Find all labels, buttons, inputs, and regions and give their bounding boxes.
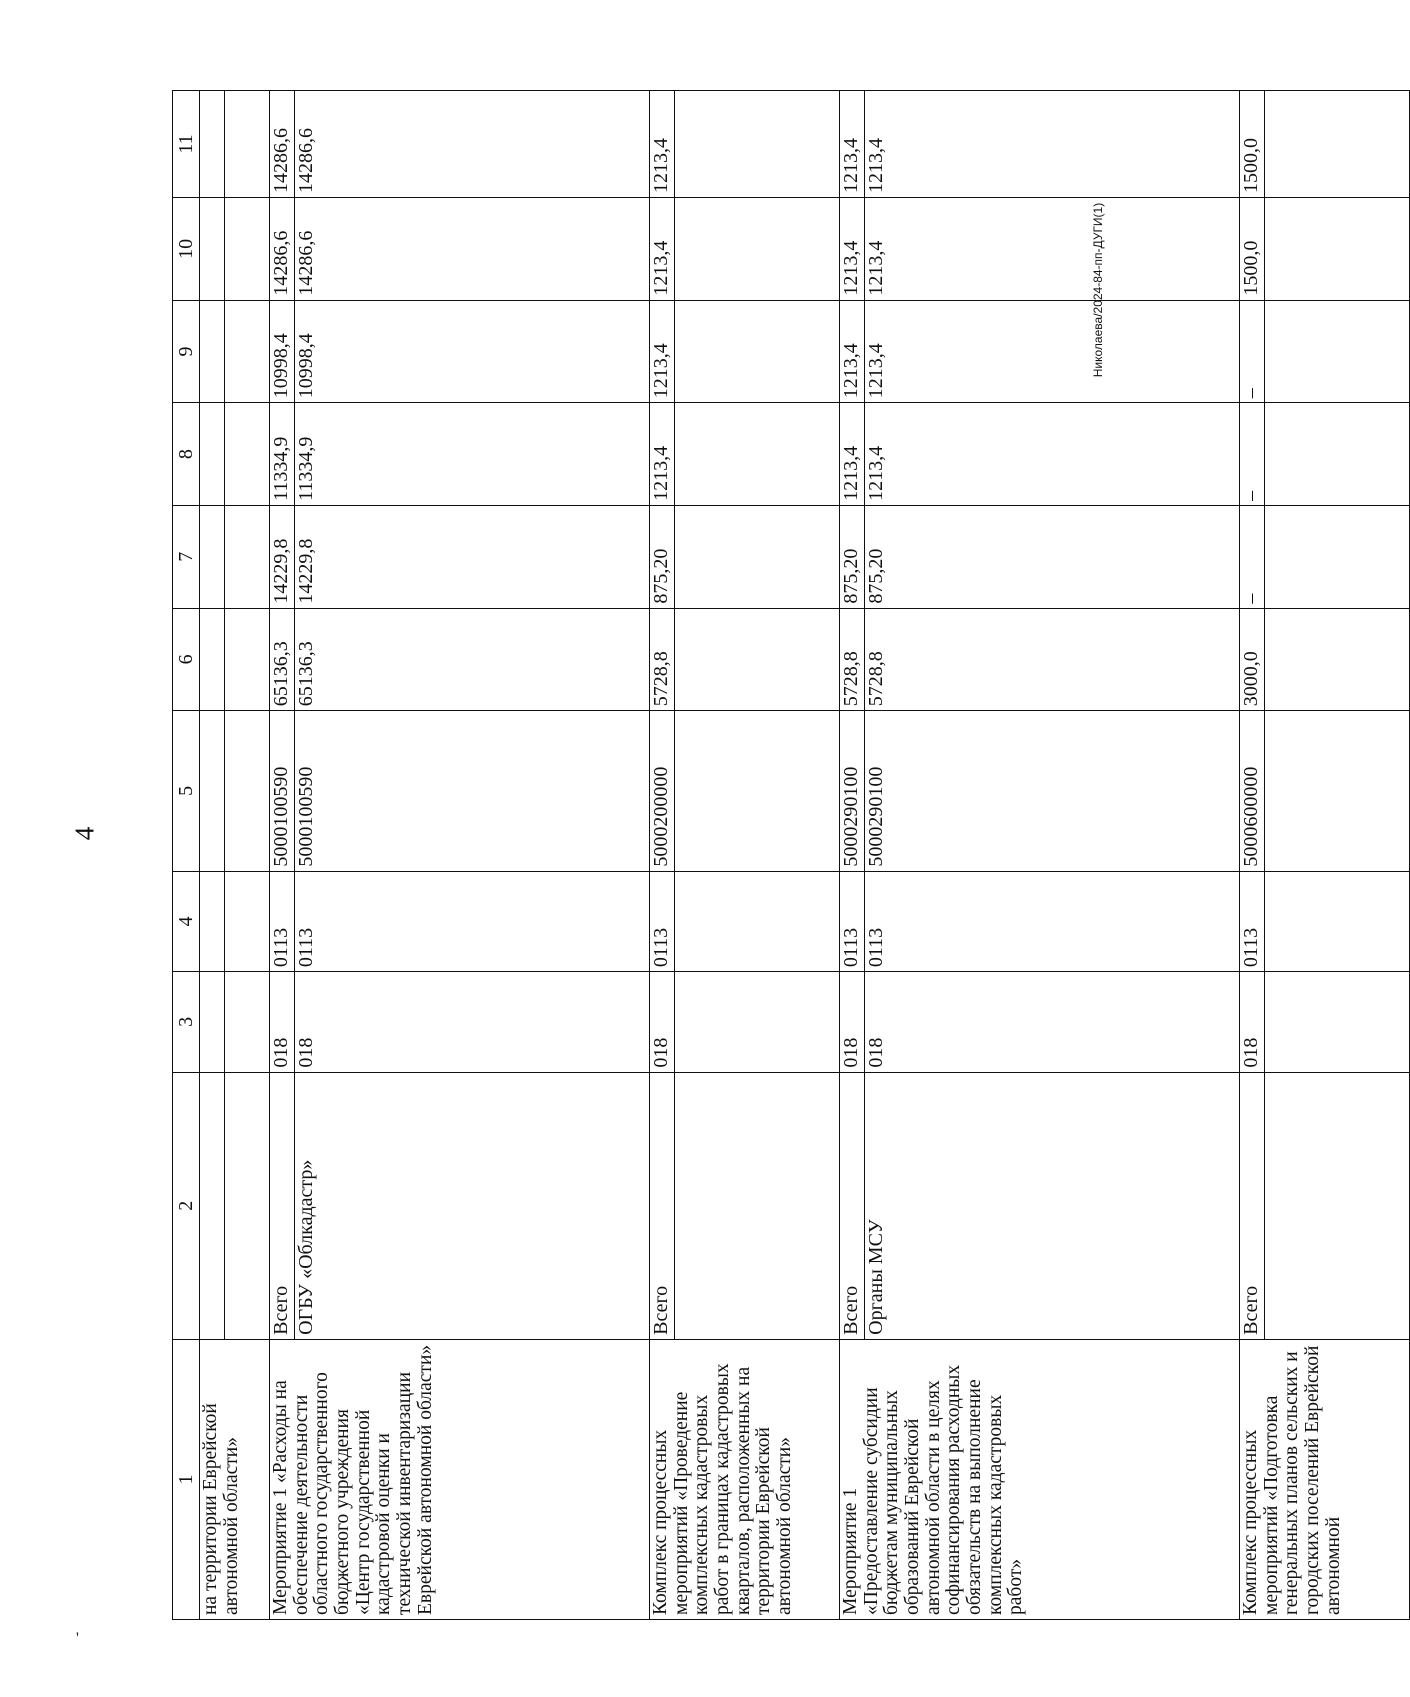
cell-total-value: 5728,8 — [840, 609, 865, 711]
cell-total-value: 10998,4 — [270, 301, 295, 403]
cell-col-9 — [1240, 300, 1410, 403]
cell-col-9 — [840, 300, 1240, 403]
cell-detail-value: 5728,8 — [865, 651, 887, 707]
cell-total-value: 875,20 — [650, 506, 675, 608]
cell-total-value: 0113 — [1240, 872, 1265, 972]
cell-col-4 — [1240, 871, 1410, 972]
cell-col-10 — [1240, 198, 1410, 301]
cell-col-2 — [200, 1072, 270, 1339]
cell-detail-value — [225, 609, 227, 711]
cell-detail-value — [1265, 711, 1267, 870]
cell-detail-value — [1265, 91, 1267, 197]
cell-total-value: – — [1240, 506, 1265, 608]
cell-total-value: Всего — [840, 1073, 865, 1339]
cell-total-value: 11334,9 — [270, 403, 295, 505]
cell-col-8 — [650, 403, 840, 506]
cell-detail-value — [675, 301, 677, 403]
cell-total-value: 018 — [840, 972, 865, 1072]
cell-detail-value — [1265, 972, 1267, 1072]
cell-col-3 — [1240, 972, 1410, 1073]
cell-detail-value — [675, 506, 677, 608]
cell-detail-value — [225, 403, 227, 505]
cell-col-4 — [270, 871, 650, 972]
cell-total-value: 1213,4 — [650, 198, 675, 300]
cell-col-10 — [270, 198, 650, 301]
cell-col-6 — [270, 608, 650, 711]
cell-col-8 — [840, 403, 1240, 506]
table-body — [200, 91, 1410, 1620]
cell-total-value: 018 — [270, 972, 295, 1072]
cell-total-value: 14286,6 — [270, 91, 295, 197]
cell-total-value — [200, 711, 225, 870]
cell-col-6 — [200, 608, 270, 711]
cell-total-value: Всего — [650, 1073, 675, 1339]
cell-detail-value — [675, 198, 677, 300]
cell-col-3 — [650, 972, 840, 1073]
cell-detail-value — [1265, 506, 1267, 608]
cell-detail-value — [1265, 403, 1267, 505]
table-row — [650, 91, 840, 1620]
cell-col-2 — [1240, 1072, 1410, 1339]
table-row — [840, 91, 1240, 1620]
cell-total-value: 5728,8 — [650, 609, 675, 711]
header-cell-6: 6 — [173, 608, 200, 711]
cell-col-5 — [200, 711, 270, 871]
cell-detail-value: 0113 — [295, 927, 317, 968]
cell-total-value: 0113 — [650, 872, 675, 972]
cell-total-value: 1213,4 — [840, 198, 865, 300]
cell-detail-value — [225, 711, 227, 870]
cell-col-10 — [200, 198, 270, 301]
cell-detail-value: 1213,4 — [865, 240, 887, 296]
cell-total-value: 1213,4 — [840, 301, 865, 403]
budget-table-rotated — [172, 90, 1344, 1620]
cell-col-9 — [200, 300, 270, 403]
cell-total-value: 1213,4 — [650, 403, 675, 505]
cell-detail-value: Органы МСУ — [865, 1219, 887, 1335]
table-row — [270, 91, 650, 1620]
cell-detail-value — [675, 1073, 677, 1339]
cell-detail-value: ОГБУ «Облкадастр» — [295, 1159, 317, 1335]
cell-detail-value: 11334,9 — [295, 436, 317, 501]
cell-total-value: 3000,0 — [1240, 609, 1265, 711]
cell-detail-value — [225, 91, 227, 197]
cell-detail-value: 14229,8 — [295, 538, 317, 604]
cell-detail-value — [1265, 198, 1267, 300]
cell-total-value: – — [1240, 403, 1265, 505]
cell-detail-value — [675, 91, 677, 197]
cell-detail-value: 1213,4 — [865, 445, 887, 501]
cell-col-5 — [270, 711, 650, 871]
cell-col-11 — [650, 91, 840, 198]
cell-total-value: Всего — [270, 1073, 295, 1339]
cell-col-11 — [840, 91, 1240, 198]
header-cell-4: 4 — [173, 871, 200, 972]
row-title-cell: Комплекс процессных мероприятий «Подготовка генеральных планов сельских и городских поселений Еврейской автономной — [1240, 1339, 1410, 1619]
header-cell-2: 2 — [173, 1072, 200, 1339]
cell-col-9 — [270, 300, 650, 403]
cell-total-value — [200, 91, 225, 197]
cell-total-value — [200, 506, 225, 608]
cell-col-5 — [840, 711, 1240, 871]
cell-detail-value: 1213,4 — [865, 343, 887, 399]
cell-detail-value — [675, 403, 677, 505]
cell-total-value: 5000200000 — [650, 711, 675, 870]
cell-detail-value — [225, 972, 227, 1072]
row-title-cell: на территории Еврейской автономной области» — [200, 1339, 270, 1619]
cell-total-value: 5000100590 — [270, 711, 295, 870]
cell-total-value: 1213,4 — [840, 91, 865, 197]
cell-total-value: 14229,8 — [270, 506, 295, 608]
cell-total-value — [200, 1073, 225, 1339]
header-cell-9: 9 — [173, 300, 200, 403]
cell-detail-value — [225, 198, 227, 300]
cell-detail-value: 65136,3 — [295, 641, 317, 707]
cell-detail-value: 0113 — [865, 927, 887, 968]
row-title-cell: Мероприятие 1 «Расходы на обеспечение деятельности областного государственного бюджетного учреждения «Центр государственной кадастровой оценки и технической инвентаризации Еврейской автономной области» — [270, 1339, 650, 1619]
cell-col-7 — [1240, 505, 1410, 608]
scan-mark: ' — [76, 1630, 79, 1647]
cell-total-value: 1213,4 — [650, 91, 675, 197]
cell-col-7 — [840, 505, 1240, 608]
cell-detail-value: 5000100590 — [295, 766, 317, 867]
cell-detail-value: 14286,6 — [295, 128, 317, 193]
cell-detail-value — [225, 301, 227, 403]
table-header-row — [173, 91, 200, 1620]
table-row — [200, 91, 270, 1620]
table-row — [1240, 91, 1410, 1620]
cell-detail-value: 018 — [295, 1037, 317, 1068]
cell-col-5 — [1240, 711, 1410, 871]
cell-col-6 — [1240, 608, 1410, 711]
cell-total-value: 5000290100 — [840, 711, 865, 870]
page-number: 4 — [69, 826, 100, 841]
cell-total-value — [200, 301, 225, 403]
cell-col-10 — [650, 198, 840, 301]
cell-total-value — [200, 972, 225, 1072]
cell-col-3 — [270, 972, 650, 1073]
header-cell-8: 8 — [173, 403, 200, 506]
cell-col-11 — [200, 91, 270, 198]
cell-col-2 — [650, 1072, 840, 1339]
cell-total-value — [200, 609, 225, 711]
cell-col-8 — [270, 403, 650, 506]
cell-detail-value: 875,20 — [865, 548, 887, 604]
budget-table — [172, 90, 1410, 1620]
cell-col-10 — [840, 198, 1240, 301]
cell-col-2 — [840, 1072, 1240, 1339]
cell-detail-value — [675, 609, 677, 711]
cell-col-11 — [1240, 91, 1410, 198]
cell-total-value: 65136,3 — [270, 609, 295, 711]
cell-col-3 — [840, 972, 1240, 1073]
cell-detail-value — [675, 711, 677, 870]
cell-total-value: 018 — [650, 972, 675, 1072]
header-cell-11: 11 — [173, 91, 200, 198]
cell-col-7 — [650, 505, 840, 608]
cell-total-value: 0113 — [840, 872, 865, 972]
cell-col-8 — [1240, 403, 1410, 506]
cell-total-value: 0113 — [270, 872, 295, 972]
cell-total-value: 1500,0 — [1240, 198, 1265, 300]
cell-total-value: 14286,6 — [270, 198, 295, 300]
cell-col-6 — [650, 608, 840, 711]
header-cell-1: 1 — [173, 1339, 200, 1619]
cell-total-value — [200, 403, 225, 505]
cell-total-value: 018 — [1240, 972, 1265, 1072]
header-cell-3: 3 — [173, 972, 200, 1073]
cell-total-value — [200, 872, 225, 972]
cell-col-6 — [840, 608, 1240, 711]
cell-col-8 — [200, 403, 270, 506]
row-title-cell: Мероприятие 1 «Предоставление субсидии бюджетам муниципальных образований Еврейской автономной области в целях софинансирования расходных обязательств на выполнение комплексных кадастровых работ» — [840, 1339, 1240, 1619]
cell-detail-value: 10998,4 — [295, 333, 317, 399]
cell-col-3 — [200, 972, 270, 1073]
document-footer-code: Николаева/2024-84-пп-ДУГИ(1) — [1091, 202, 1105, 378]
cell-col-5 — [650, 711, 840, 871]
row-title-cell: Комплекс процессных мероприятий «Проведение комплексных кадастровых работ в границах кадастровых кварталов, расположенных на территории Еврейской автономной области» — [650, 1339, 840, 1619]
cell-col-4 — [200, 871, 270, 972]
cell-total-value: 5000600000 — [1240, 711, 1265, 870]
cell-total-value — [200, 198, 225, 300]
cell-detail-value — [1265, 872, 1267, 972]
header-cell-7: 7 — [173, 505, 200, 608]
cell-detail-value — [1265, 609, 1267, 711]
cell-col-4 — [840, 871, 1240, 972]
cell-detail-value — [1265, 301, 1267, 403]
cell-col-7 — [200, 505, 270, 608]
cell-detail-value: 018 — [865, 1037, 887, 1068]
cell-col-11 — [270, 91, 650, 198]
cell-total-value: 1213,4 — [840, 403, 865, 505]
cell-detail-value — [675, 972, 677, 1072]
cell-detail-value — [675, 872, 677, 972]
cell-detail-value — [225, 872, 227, 972]
header-cell-5: 5 — [173, 711, 200, 871]
cell-detail-value — [1265, 1073, 1267, 1339]
cell-total-value: – — [1240, 301, 1265, 403]
cell-total-value: 875,20 — [840, 506, 865, 608]
cell-total-value: 1213,4 — [650, 301, 675, 403]
cell-detail-value: 1213,4 — [865, 138, 887, 193]
cell-total-value: Всего — [1240, 1073, 1265, 1339]
cell-col-4 — [650, 871, 840, 972]
cell-col-7 — [270, 505, 650, 608]
cell-col-2 — [270, 1072, 650, 1339]
cell-detail-value — [225, 506, 227, 608]
cell-detail-value — [225, 1073, 227, 1339]
cell-total-value: 1500,0 — [1240, 91, 1265, 197]
cell-col-9 — [650, 300, 840, 403]
cell-detail-value: 5000290100 — [865, 766, 887, 867]
header-cell-10: 10 — [173, 198, 200, 301]
cell-detail-value: 14286,6 — [295, 230, 317, 296]
